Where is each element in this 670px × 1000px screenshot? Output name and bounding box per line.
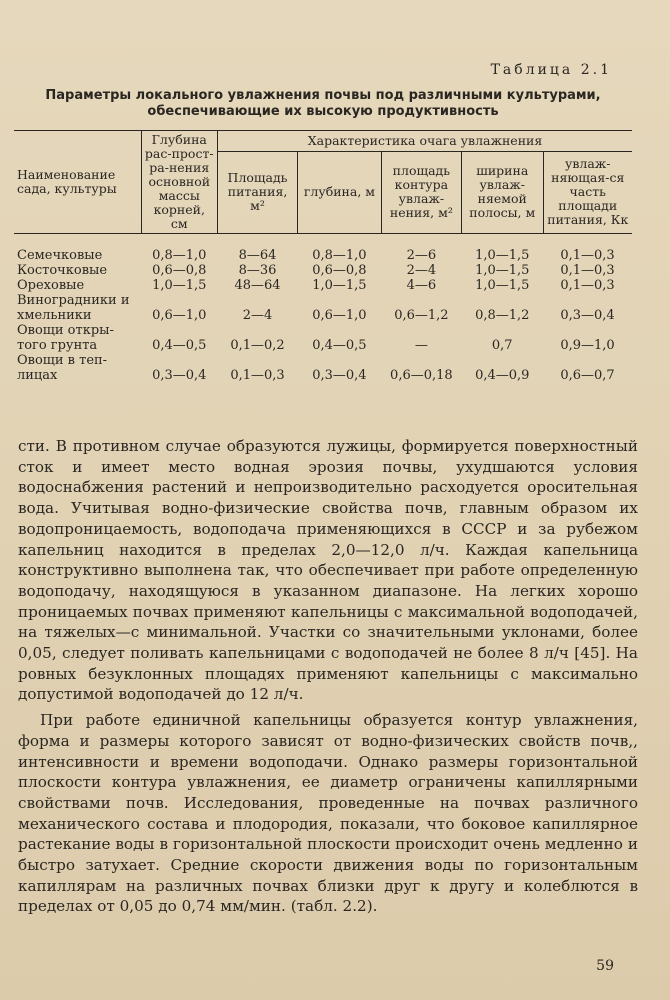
header-feeding-area: Площадь питания, м²: [217, 151, 297, 233]
cell: 0,1—0,2: [230, 338, 285, 353]
page-number: 59: [596, 958, 614, 974]
row-name: Семечковые: [17, 248, 103, 263]
cell: —: [414, 338, 428, 353]
cell: 0,6—1,0: [312, 308, 367, 323]
table-row: [14, 263, 632, 278]
cell: 0,8—1,2: [475, 308, 530, 323]
cell: 0,7: [491, 338, 513, 353]
cell: 0,6—0,8: [312, 263, 367, 278]
header-depth: глубина, м: [298, 151, 382, 233]
cell: 0,4—0,9: [475, 368, 530, 383]
cell: 48—64: [234, 278, 281, 293]
cell: 0,1—0,3: [560, 278, 615, 293]
table-row: [14, 278, 632, 293]
table-row: [14, 353, 632, 383]
paragraph-1: сти. В противном случае образуются лужицы, формируется поверхностный сток и имеет место водная эрозия почвы, ухудшаются условия водоснабжения растений и непроизводительно расходуется оросительная вода. Учитывая водно-физические свойства почв, главным образом их водопроницаемость, водоподача применяющихся в СССР и за рубежом капельниц находится в пределах 2,0—12,0 л/ч. Каждая капельница конструктивно выполнена так, что обеспечивает при работе определенную водоподачу, находящуюся в указанном диапазоне. На легких хорошо проницаемых почвах применяют капельницы с максимальной водоподачей, на тяжелых—с минимальной. Участки со значительными уклонами, более 0,05, следует поливать капельницами с водоподачей не более 8 л/ч [45]. На ровных безуклонных площадях применяют капельницы с максимально допустимой водоподачей до 12 л/ч.: [18, 437, 638, 704]
cell: 0,6—0,8: [152, 263, 207, 278]
parameters-table: [14, 130, 632, 383]
header-culture-name: Наименование сада, культуры: [14, 131, 141, 234]
table-row: [14, 248, 632, 263]
cell: 1,0—1,5: [475, 263, 530, 278]
cell: 0,8—1,0: [152, 248, 207, 263]
cell: 0,4—0,5: [312, 338, 367, 353]
cell: 0,3—0,4: [152, 368, 207, 383]
cell: 0,6—0,7: [560, 368, 615, 383]
header-strip-width: ширина увлаж-няемой полосы, м: [461, 151, 543, 233]
table-row: [14, 323, 632, 353]
row-name: Овощи откры-того грунта: [17, 323, 114, 353]
cell: 0,3—0,4: [560, 308, 615, 323]
row-name: Косточковые: [17, 263, 108, 278]
row-name: Овощи в теп-лицах: [17, 353, 108, 383]
cell: 2—4: [242, 308, 273, 323]
cell: 2—6: [406, 248, 437, 263]
cell: 1,0—1,5: [152, 278, 207, 293]
header-root-depth: Глубина рас-прост-ра-нения основной массы корней, см: [141, 131, 217, 234]
header-wetted-part: увлаж-няющая-ся часть площади питания, Кк: [543, 151, 632, 233]
cell: 0,6—0,18: [390, 368, 453, 383]
cell: 8—36: [238, 263, 277, 278]
cell: 1,0—1,5: [312, 278, 367, 293]
cell: 0,9—1,0: [560, 338, 615, 353]
cell: 1,0—1,5: [475, 248, 530, 263]
cell: 2—4: [406, 263, 437, 278]
header-moisture-group: Характеристика очага увлажнения: [217, 131, 632, 152]
body-text: [18, 436, 638, 917]
row-name: Ореховые: [17, 278, 85, 293]
cell: 1,0—1,5: [475, 278, 530, 293]
cell: 0,8—1,0: [312, 248, 367, 263]
table-row: [14, 293, 632, 323]
cell: 0,4—0,5: [152, 338, 207, 353]
header-contour-area: площадь контура увлаж-нения, м²: [381, 151, 461, 233]
cell: 4—6: [406, 278, 437, 293]
cell: 0,1—0,3: [230, 368, 285, 383]
row-name: Виноградники и хмельники: [17, 293, 130, 323]
table-label: Таблица 2.1: [490, 62, 612, 78]
cell: 0,3—0,4: [312, 368, 367, 383]
paragraph-2: При работе единичной капельницы образуется контур увлажнения, форма и размеры которого зависят от водно-физических свойств почв,, интенсивности и времени водоподачи. Однако размеры горизонтальной плоскости контура увлажнения, ее диаметр ограничены капиллярными свойствами почв. Исследования, проведенные на почвах различного механического состава и плодородия, показали, что боковое капиллярное растекание воды в горизонтальной плоскости происходит очень медленно и быстро затухает. Средние скорости движения воды по горизонтальным капиллярам на различных почвах близки друг к другу и колеблются в пределах от 0,05 до 0,74 мм/мин. (табл. 2.2).: [18, 711, 638, 916]
cell: 0,6—1,0: [152, 308, 207, 323]
cell: 8—64: [238, 248, 277, 263]
table-title: Параметры локального увлажнения почвы под различными культурами, обеспечивающие их высокую продуктивность: [45, 88, 601, 119]
cell: 0,1—0,3: [560, 248, 615, 263]
cell: 0,1—0,3: [560, 263, 615, 278]
cell: 0,6—1,2: [394, 308, 449, 323]
